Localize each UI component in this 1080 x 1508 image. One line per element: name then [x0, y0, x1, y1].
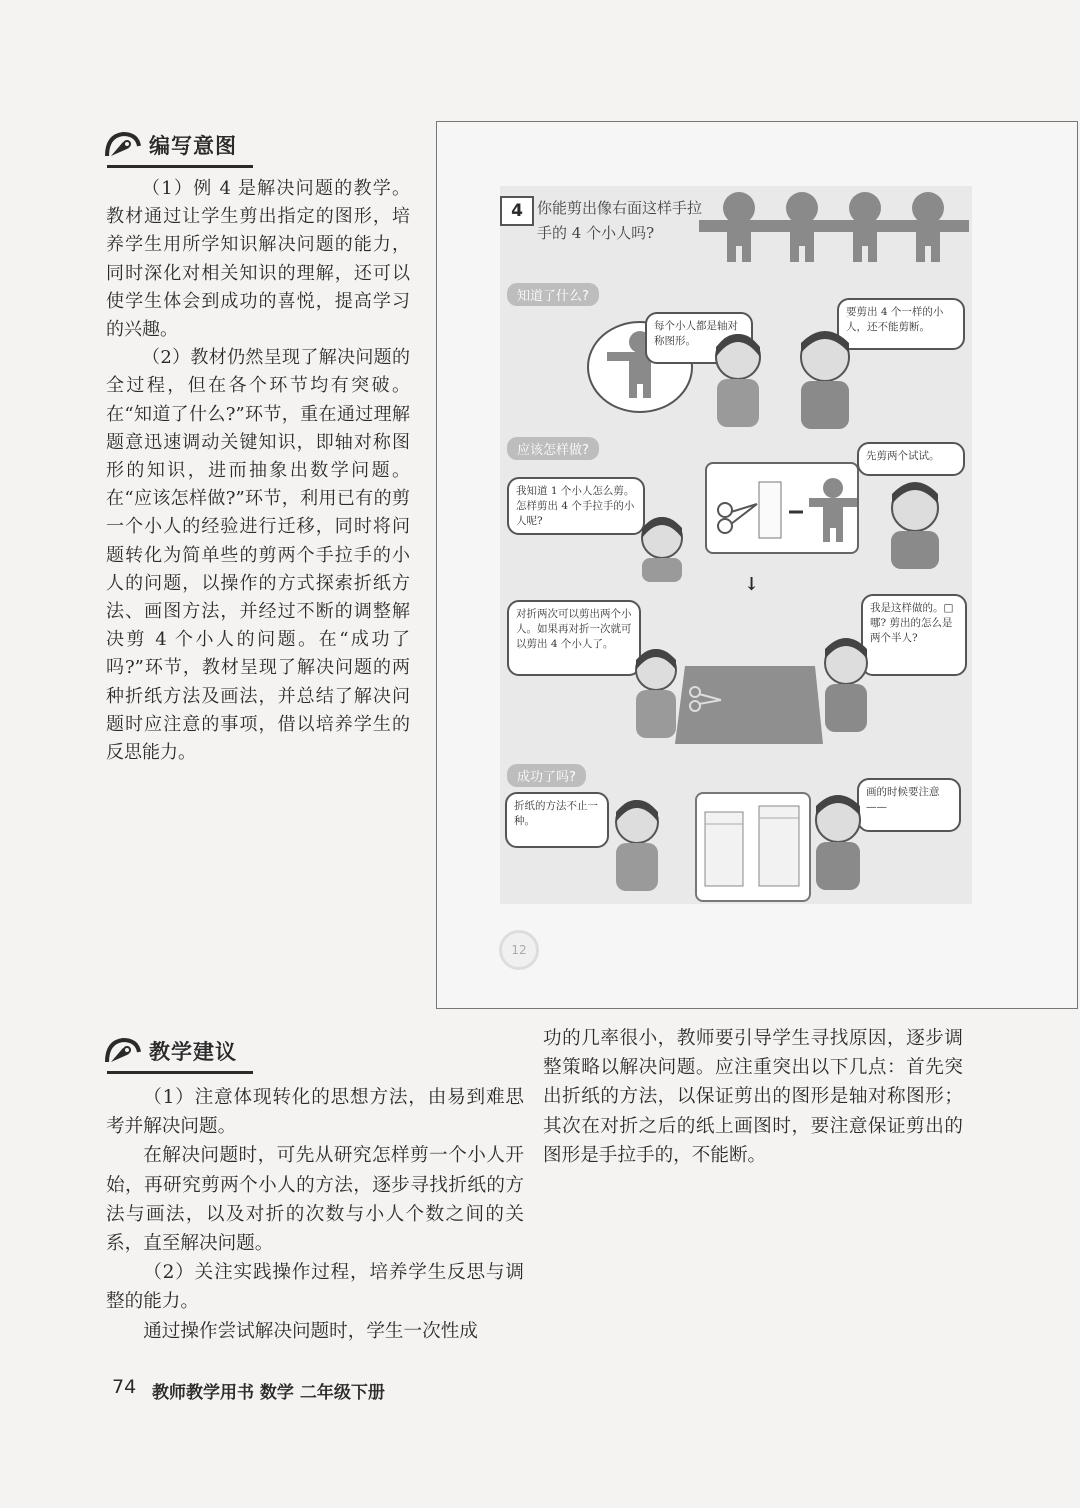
boy-figure-2 — [877, 480, 955, 570]
suggestion-paragraph-3: （2）关注实践操作过程，培养学生反思与调整的能力。 — [106, 1262, 524, 1313]
scissors-icon — [707, 464, 857, 552]
intent-text — [106, 175, 410, 767]
folding-methods-diagram — [695, 792, 811, 902]
suggestion-paragraph-5: 功的几率很小，教师要引导学生寻找原因，逐步调整策略以解决问题。应注重突出以下几点：首先突出折纸的方法，以保证剪出的图形是轴对称图形；其次在对折之后的纸上画图时，要注意保证剪出的图形是手拉手的，不能断。 — [543, 1028, 963, 1166]
boy-figure-3 — [813, 637, 879, 737]
suggestion-paragraph-4: 通过操作尝试解决问题时，学生一次性成 — [143, 1320, 478, 1342]
example-number-box: 4 — [500, 196, 534, 226]
speech-bubble-girl-2: 我知道 1 个小人怎么剪。怎样剪出 4 个手拉手的小人呢? — [507, 477, 645, 535]
intent-paragraph-1: （1）例 4 是解决问题的教学。教材通过让学生剪出指定的图形，培养学生用所学知识解决问题的能力，同时深化对相关知识的理解，还可以使学生体会到成功的喜悦，提高学习的兴趣。 — [106, 178, 410, 341]
speech-bubble-boy-2: 先剪两个试试。 — [857, 442, 965, 476]
folded-paper-icon — [697, 794, 809, 900]
pen-book-icon — [103, 1034, 143, 1068]
down-arrow-icon: ↓ — [744, 574, 760, 595]
speech-bubble-girl-1: 每个小人都是轴对称图形。 — [645, 312, 753, 364]
stage-label-know: 知道了什么? — [507, 283, 599, 306]
paper-dolls-figure — [699, 192, 969, 264]
pen-book-icon — [103, 128, 143, 162]
intent-paragraph-2: （2）教材仍然呈现了解决问题的全过程，但在各个环节均有突破。在“知道了什么?”环节，重在通过理解题意迅速调动关键知识，即轴对称图形的知识，进而抽象出数学问题。在“应该怎样做?”环节，利用已有的剪一个小人的经验进行迁移，同时将问题转化为简单些的剪两个手拉手的小人的问题，以操作的方式探索折纸方法、画图方法，并经过不断的调整解决剪 4 个小人的问题。在“成功了吗?”环节，教材呈现了解决问题的两种折纸方法及画法，并总结了解决问题时应注意的事项，借以培养学生的反思能力。 — [106, 347, 410, 764]
boy-figure-4 — [803, 794, 873, 894]
folded-paper-scissors-figure — [675, 662, 825, 748]
section-title: 编写意图 — [149, 134, 237, 158]
footer-book-title: 教师教学用书 数学 二年级下册 — [152, 1383, 385, 1403]
girl-figure-1 — [703, 327, 773, 437]
stage-label-success: 成功了吗? — [507, 764, 586, 787]
suggestions-text-left — [106, 1083, 524, 1346]
girl-figure-2 — [627, 512, 697, 582]
section-title: 教学建议 — [149, 1040, 237, 1064]
speech-bubble-boy-3: 我是这样做的。□哪? 剪出的怎么是两个半人? — [861, 594, 967, 676]
suggestion-paragraph-1: （1）注意体现转化的思想方法，由易到难思考并解决问题。 — [106, 1087, 524, 1138]
example-question: 你能剪出像右面这样手拉手的 4 个小人吗? — [537, 199, 703, 242]
speech-bubble-boy-4: 画的时候要注意—— — [857, 778, 961, 832]
boy-figure-1 — [787, 327, 863, 437]
girl-figure-4 — [602, 794, 672, 894]
cut-one-doll-diagram — [705, 462, 859, 554]
textbook-page-figure — [436, 121, 1078, 1009]
textbook-page-number: 12 — [499, 930, 539, 970]
suggestion-paragraph-2: 在解决问题时，可先从研究怎样剪一个小人开始，再研究剪两个小人的方法，逐步寻找折纸的方法与画法，以及对折的次数与小人个数之间的关系，直至解决问题。 — [106, 1145, 524, 1255]
section-header-intent — [103, 128, 253, 162]
footer-page-number: 74 — [112, 1376, 137, 1398]
speech-bubble-girl-3: 对折两次可以剪出两个小人。如果再对折一次就可以剪出 4 个小人了。 — [507, 600, 641, 676]
speech-bubble-boy-1: 要剪出 4 个一样的小人，还不能剪断。 — [837, 298, 965, 350]
section-header-suggestions — [103, 1034, 253, 1068]
speech-bubble-girl-4: 折纸的方法不止一种。 — [505, 792, 609, 848]
suggestions-text-right — [543, 1024, 963, 1170]
stage-label-how: 应该怎样做? — [507, 437, 599, 460]
